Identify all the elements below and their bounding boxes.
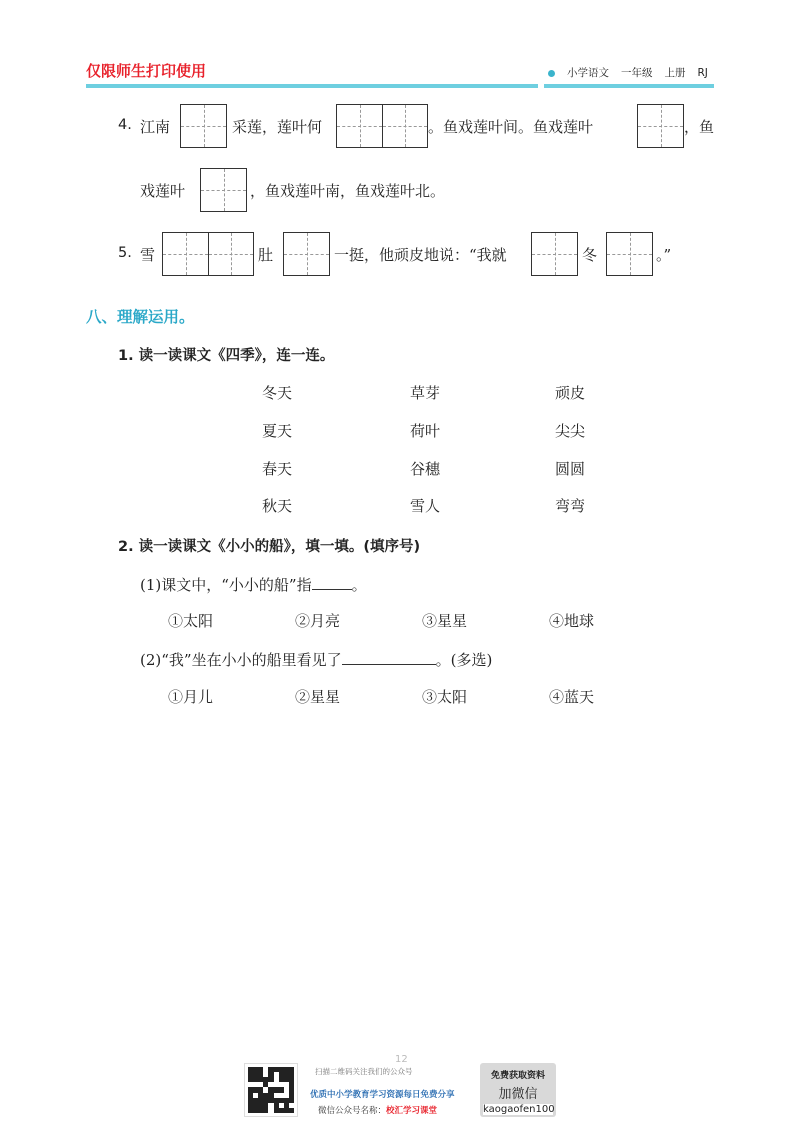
badge-line-1: 免费获取资料: [490, 1071, 545, 1081]
subject-label: 小学语文: [567, 67, 609, 79]
question-2-1: [140, 573, 367, 595]
question-2-2: [140, 648, 492, 670]
q4-text-2: 采莲，莲叶何: [232, 118, 323, 136]
account-line: [318, 1104, 437, 1116]
match-left-1[interactable]: 冬天: [262, 384, 293, 402]
question-2-1-end: 。: [351, 576, 367, 594]
q4-text-1: 江南: [140, 118, 171, 136]
page-number: 12: [395, 1054, 408, 1065]
bullet-icon: [548, 70, 555, 77]
match-right-3[interactable]: 圆圆: [555, 460, 586, 478]
option-2-1-a[interactable]: ①太阳: [168, 612, 214, 630]
q4-text-4: ，鱼: [684, 118, 715, 136]
answer-blank-2[interactable]: [342, 648, 436, 665]
match-left-4[interactable]: 秋天: [262, 497, 293, 515]
account-label: 微信公众号名称：: [318, 1106, 387, 1116]
q4-text-5: 戏莲叶: [140, 182, 186, 200]
match-right-4[interactable]: 弯弯: [555, 497, 586, 515]
match-mid-3[interactable]: 谷穗: [410, 460, 441, 478]
match-mid-4[interactable]: 雪人: [410, 497, 441, 515]
q5-box-1[interactable]: [162, 232, 254, 276]
header-meta: [548, 65, 720, 80]
badge-line-3: kaogaofen100: [483, 1104, 555, 1115]
q4-box-2[interactable]: [336, 104, 428, 148]
option-2-2-d[interactable]: ④蓝天: [549, 688, 595, 706]
q5-box-4[interactable]: [606, 232, 653, 276]
match-right-2[interactable]: 尖尖: [555, 422, 586, 440]
footer-slogan: 优质中小学教育学习资源每日免费分享: [310, 1090, 455, 1100]
edition-label: RJ: [697, 67, 708, 79]
volume-label: 上册: [664, 67, 686, 79]
q4-box-3[interactable]: [637, 104, 684, 148]
account-name: 校汇学习课堂: [386, 1106, 438, 1116]
header-rule-right: [544, 84, 714, 88]
q4-box-1[interactable]: [180, 104, 227, 148]
q4-text-3: 。鱼戏莲叶间。鱼戏莲叶: [428, 118, 594, 136]
answer-blank-1[interactable]: [312, 573, 352, 590]
q5-box-3[interactable]: [531, 232, 578, 276]
q4-number: 4.: [118, 117, 132, 133]
option-2-2-b[interactable]: ②星星: [295, 688, 341, 706]
header-rule-left: [86, 84, 538, 88]
watermark-brand: 仅限师生打印使用: [86, 62, 207, 80]
badge-line-2: 加微信: [498, 1087, 538, 1102]
wechat-badge: [480, 1063, 556, 1117]
match-left-3[interactable]: 春天: [262, 460, 293, 478]
option-2-1-c[interactable]: ③星星: [422, 612, 468, 630]
q5-text-5: 。”: [656, 246, 672, 264]
q4-box-4[interactable]: [200, 168, 247, 212]
match-right-1[interactable]: 顽皮: [555, 384, 586, 402]
grade-label: 一年级: [621, 67, 653, 79]
section-title: 八、理解运用。: [86, 308, 195, 326]
option-2-1-b[interactable]: ②月亮: [295, 612, 341, 630]
q5-text-4: 冬: [582, 246, 598, 264]
q5-text-3: 一挺，他顽皮地说：“我就: [334, 246, 507, 264]
q5-text-2: 肚: [258, 246, 274, 264]
option-2-2-a[interactable]: ①月儿: [168, 688, 214, 706]
question-2-1-prompt: (1)课文中，“小小的船”指: [140, 576, 312, 594]
match-left-2[interactable]: 夏天: [262, 422, 293, 440]
question-2-title: 2. 读一读课文《小小的船》，填一填。(填序号): [118, 539, 421, 555]
question-2-2-prompt: (2)“我”坐在小小的船里看见了: [140, 651, 342, 669]
q5-number: 5.: [118, 245, 132, 261]
option-2-2-c[interactable]: ③太阳: [422, 688, 468, 706]
q5-box-2[interactable]: [283, 232, 330, 276]
q5-text-1: 雪: [140, 246, 156, 264]
q4-text-6: ，鱼戏莲叶南，鱼戏莲叶北。: [250, 182, 446, 200]
option-2-1-d[interactable]: ④地球: [549, 612, 595, 630]
scan-hint: 扫描二维码关注我们的公众号: [315, 1067, 413, 1076]
qr-code-icon: [244, 1063, 298, 1117]
question-1-title: 1. 读一读课文《四季》，连一连。: [118, 348, 335, 364]
match-mid-2[interactable]: 荷叶: [410, 422, 441, 440]
match-mid-1[interactable]: 草芽: [410, 384, 441, 402]
question-2-2-end: 。(多选): [435, 651, 493, 669]
